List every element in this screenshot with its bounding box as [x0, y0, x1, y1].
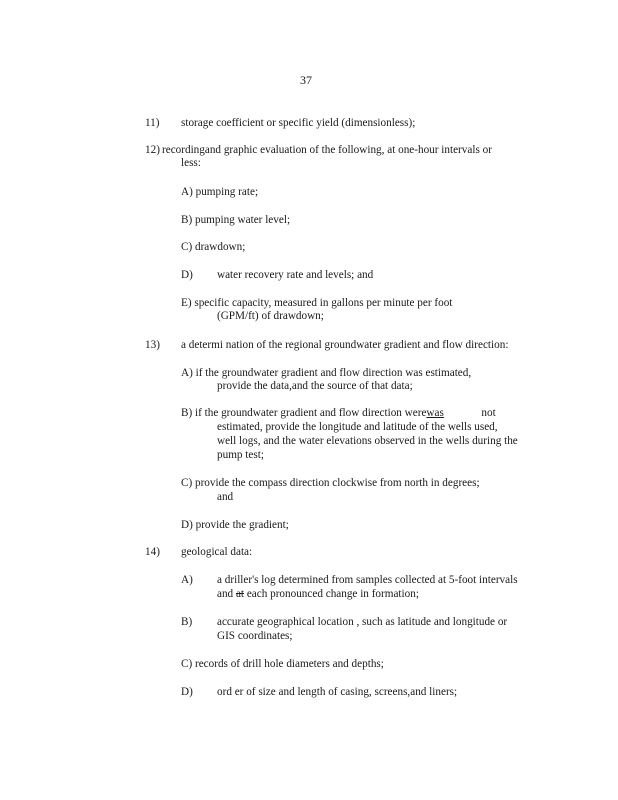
item-14-a-line1: a driller's log determined from samples collected at 5-foot intervals [217, 574, 518, 586]
item-13-d: D) provide the gradient; [181, 519, 289, 531]
item-12-d-label: D) [181, 269, 193, 281]
item-11-text: storage coefficient or specific yield (dimensionless); [181, 117, 416, 129]
item-13-a-line2: provide the data,and the source of that data; [217, 380, 413, 392]
item-13-b-line2: estimated, provide the longitude and latitude of the wells used, [217, 421, 498, 433]
item-13-text: a determi nation of the regional groundwater gradient and flow direction: [181, 339, 509, 351]
item-14-c: C) records of drill hole diameters and depths; [181, 658, 384, 670]
item-13-number: 13) [145, 339, 160, 351]
item-14-a-line2 [217, 588, 419, 601]
item-14-number: 14) [145, 546, 160, 558]
item-14-b-line2: GIS coordinates; [217, 630, 293, 642]
item-14-a-struck-text: at [235, 588, 245, 600]
item-14-a-label: A) [181, 574, 193, 586]
item-14-b-label: B) [181, 616, 193, 628]
item-12-a: A) pumping rate; [181, 186, 259, 198]
item-12-c: C) drawdown; [181, 241, 246, 253]
item-12-e-line1: E) specific capacity, measured in gallons per minute per foot [181, 297, 453, 309]
item-13-b-line3-post: , and the water elevations observed in the wells during the [257, 435, 518, 447]
item-13-b-inserted-text: was [426, 407, 444, 419]
item-13-b-line4: pump test; [217, 449, 264, 461]
item-13-b-line1-end: not [481, 407, 496, 419]
item-11-number: 11) [145, 117, 160, 129]
item-13-b-line1 [181, 407, 496, 420]
item-13-b-line1-text: B) if the groundwater gradient and flow direction were [181, 407, 427, 419]
item-13-c-line1: C) provide the compass direction clockwise from north in degrees; [181, 477, 480, 489]
item-14-d-label: D) [181, 686, 193, 698]
item-13-a-line1: A) if the groundwater gradient and flow direction was estimated, [181, 367, 472, 379]
item-12-b: B) pumping water level; [181, 214, 291, 226]
item-13-b-line3 [217, 435, 518, 448]
item-14-a-line2-post: each pronounced change in formation; [246, 588, 419, 600]
item-14-d: ord er of size and length of casing, screens,and liners; [217, 686, 458, 698]
item-12-d: water recovery rate and levels; and [217, 269, 374, 281]
item-12-line2: less: [181, 157, 201, 169]
item-14-text: geological data: [181, 546, 253, 558]
item-12-number: 12) [145, 144, 160, 156]
item-12-e-line2: (GPM/ft) of drawdown; [217, 310, 324, 322]
item-12-line1: recordingand graphic evaluation of the following, at one-hour intervals or [162, 144, 492, 156]
item-13-c-line2: and [217, 491, 234, 503]
item-14-b-line1: accurate geographical location , such as latitude and longitude or [217, 616, 508, 628]
page-number: 37 [300, 73, 312, 87]
item-14-a-line2-pre: and [217, 588, 234, 600]
item-13-b-line3-pre: well logs [217, 435, 258, 447]
